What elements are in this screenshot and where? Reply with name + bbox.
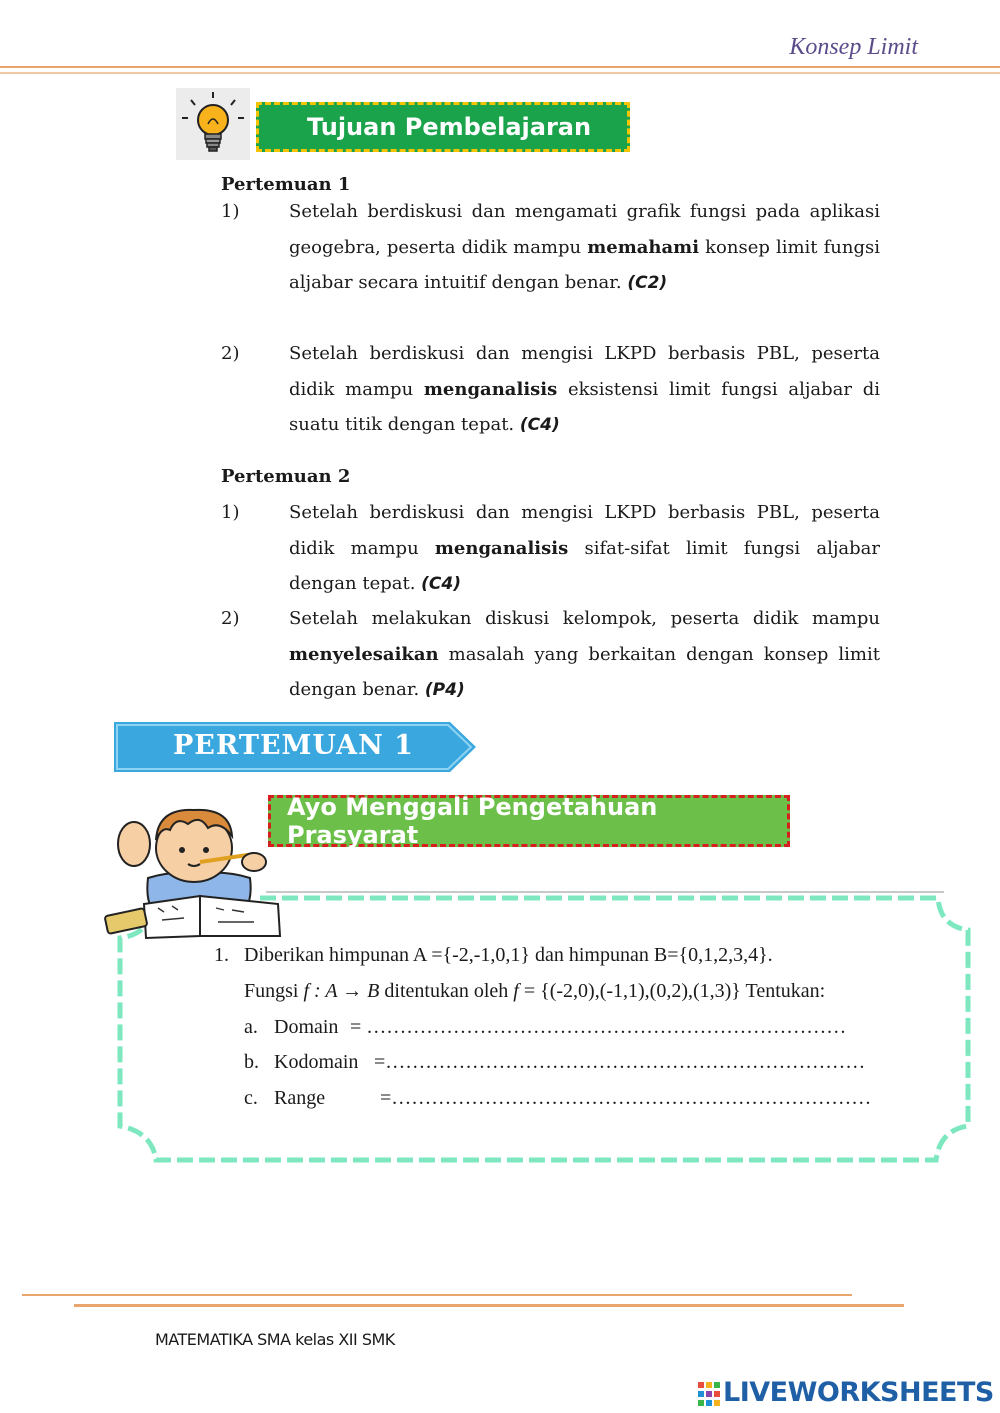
goal-number: 1)	[221, 502, 240, 523]
footer-divider-secondary	[74, 1304, 904, 1307]
goal-keyword: menyelesaikan	[289, 643, 439, 665]
light-bulb-icon	[176, 88, 250, 160]
ayo-menggali-banner: Ayo Menggali Pengetahuan Prasyarat	[268, 795, 790, 847]
goal-text: Setelah berdiskusi dan mengisi LKPD berbasis PBL, peserta didik mampu menganalisis eksistensi limit fungsi aljabar di suatu titik dengan tepat. (C4)	[289, 343, 880, 435]
pertemuan-1-goals-title: Pertemuan 1	[221, 174, 351, 195]
tujuan-pembelajaran-banner: Tujuan Pembelajaran	[256, 102, 630, 152]
cognitive-level-tag: (P4)	[424, 680, 465, 700]
cognitive-level-tag: (C2)	[627, 273, 668, 293]
footer-text: MATEMATIKA SMA kelas XII SMK	[155, 1330, 395, 1349]
range-label: Range	[274, 1087, 326, 1109]
kodomain-answer-blank[interactable]: =………………………………………………………………	[374, 1051, 866, 1073]
footer-divider	[22, 1294, 852, 1296]
header-divider	[0, 66, 1000, 68]
pertemuan-2-goals-title: Pertemuan 2	[221, 466, 351, 487]
kodomain-label: Kodomain	[274, 1051, 359, 1073]
range-answer-blank[interactable]: =………………………………………………………………	[380, 1087, 872, 1109]
answer-letter: b.	[244, 1051, 259, 1073]
goal-number: 2)	[221, 608, 240, 629]
domain-label: Domain	[274, 1016, 339, 1038]
studying-boy-illustration	[104, 800, 290, 942]
goal-text: Setelah berdiskusi dan mengamati grafik fungsi pada aplikasi geogebra, peserta didik mampu memahami konsep limit fungsi aljabar secara intuitif dengan benar. (C2)	[289, 201, 880, 293]
cognitive-level-tag: (C4)	[519, 415, 560, 435]
function-symbol: f	[513, 980, 519, 1002]
function-notation: f : A → B	[303, 980, 380, 1002]
goal-keyword: menganalisis	[434, 537, 569, 559]
liveworksheets-watermark[interactable]: LIVEWORKSHEETS	[723, 1377, 994, 1408]
header-divider-secondary	[0, 72, 1000, 74]
domain-answer-blank[interactable]: = ………………………………………………………………	[350, 1016, 847, 1038]
page-header-title: Konsep Limit	[789, 34, 918, 60]
liveworksheets-logo-icon	[698, 1382, 720, 1406]
answer-letter: a.	[244, 1016, 258, 1038]
pertemuan-ribbon-label: PERTEMUAN 1	[173, 730, 414, 761]
goal-number: 1)	[221, 201, 240, 222]
question-line-2: Fungsi f : A → B ditentukan oleh f = {(-2,0),(-1,1),(0,2),(1,3)} Tentukan:	[244, 980, 826, 1002]
question-line-1: Diberikan himpunan A ={-2,-1,0,1} dan himpunan B={0,1,2,3,4}.	[244, 944, 773, 966]
cognitive-level-tag: (C4)	[421, 574, 461, 594]
goal-number: 2)	[221, 343, 240, 364]
answer-letter: c.	[244, 1087, 258, 1109]
goal-text: Setelah melakukan diskusi kelompok, peserta didik mampu menyelesaikan masalah yang berkaitan dengan konsep limit dengan benar. (P4)	[289, 608, 880, 700]
goal-keyword: memahami	[587, 236, 700, 258]
goal-keyword: menganalisis	[423, 378, 558, 400]
question-number: 1.	[214, 944, 229, 966]
goal-text: Setelah berdiskusi dan mengisi LKPD berbasis PBL, peserta didik mampu menganalisis sifat-sifat limit fungsi aljabar dengan tepat. (C4)	[289, 502, 880, 594]
